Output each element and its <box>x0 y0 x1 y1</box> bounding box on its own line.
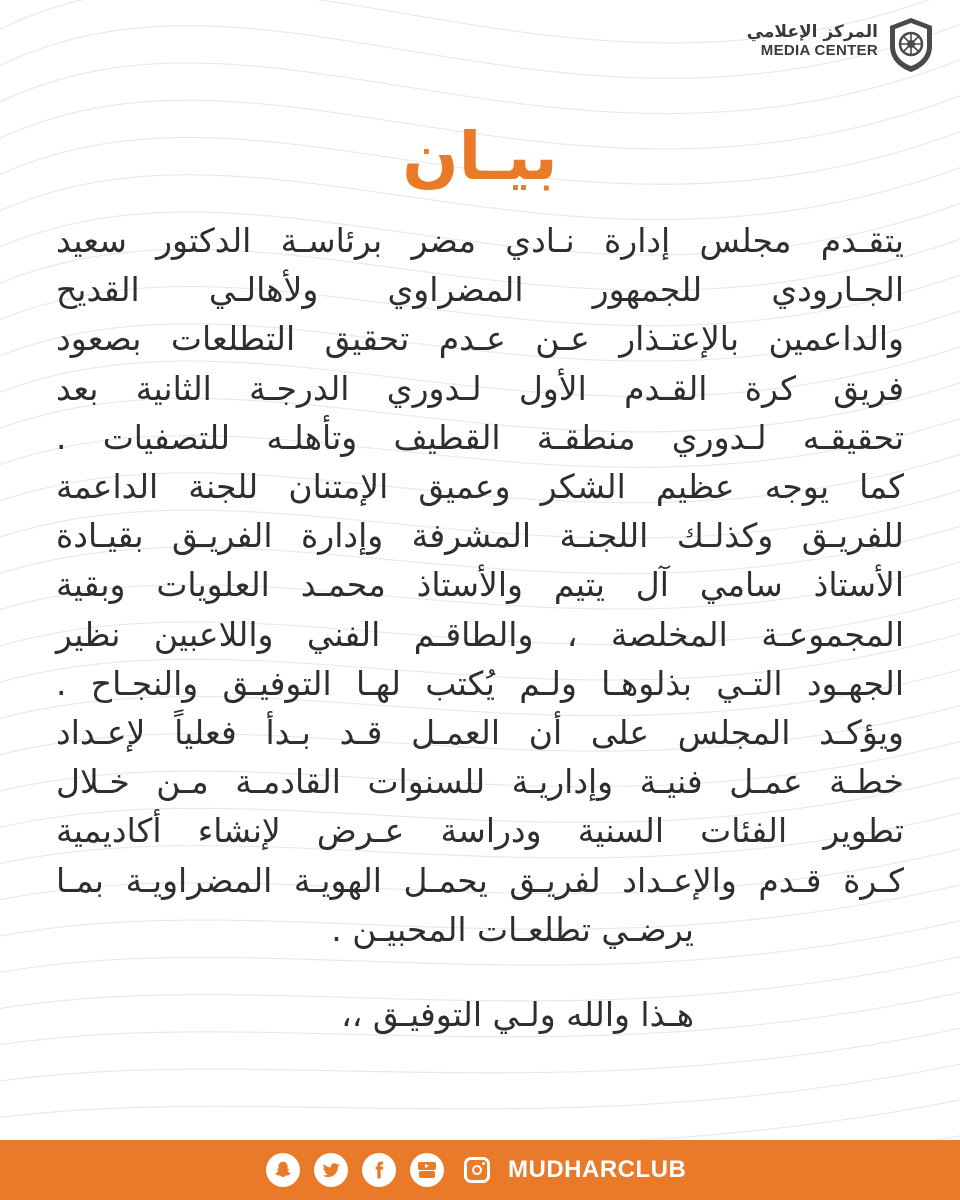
statement-title: بيـان <box>402 118 558 195</box>
logo-english-text: MEDIA CENTER <box>760 42 878 59</box>
body-line: ويؤكـد المجلس على أن العمـل قـد بـدأ فعلياً لإعـداد <box>56 713 904 753</box>
body-line: المجموعـة المخلصة ، والطاقـم الفني واللاعبين نظير <box>56 614 904 654</box>
body-line: الجـارودي للجمهور المضراوي ولأهالـي القديح <box>56 270 904 310</box>
body-line: يرضـي تطلعـات المحبيـن . <box>331 909 694 949</box>
logo-arabic-text: المركز الإعلامي <box>746 22 878 42</box>
body-line: يتقـدم مجلس إدارة نـادي مضر برئاسـة الدكتور سعيد <box>56 221 904 260</box>
body-line: الأستاذ سامي آل يتيم والأستاذ محمـد العلويات وبقية <box>56 565 904 605</box>
youtube-icon[interactable] <box>410 1153 444 1187</box>
body-line: والداعمين بالإعتـذار عـن عـدم تحقيق التطلعات بصعود <box>56 319 904 359</box>
club-crest-icon <box>886 16 936 74</box>
body-line: كما يوجه عظيم الشكر وعميق الإمتنان للجنة الداعمة <box>56 467 904 507</box>
body-line: تحقيقـه لـدوري منطقـة القطيف وتأهلـه للتصفيات . <box>56 417 904 457</box>
body-line: تطوير الفئات السنية ودراسة عـرض لإنشاء أكاديمية <box>56 811 904 851</box>
body-line: خطـة عمـل فنيـة وإداريـة للسنوات القادمـة مـن خـلال <box>56 762 904 802</box>
body-line: كـرة قـدم والإعـداد لفريـق يحمـل الهويـة المضراويـة بمـا <box>56 860 904 900</box>
footer-bar <box>0 1140 960 1200</box>
twitter-icon[interactable] <box>314 1153 348 1187</box>
logo-text <box>747 22 878 60</box>
facebook-icon[interactable] <box>362 1153 396 1187</box>
body-line: فريق كرة القـدم الأول لـدوري الدرجـة الثانية بعد <box>56 368 904 408</box>
closing-remark <box>56 990 904 1040</box>
statement-body <box>56 216 904 954</box>
instagram-icon[interactable] <box>464 1157 490 1183</box>
media-center-logo <box>676 14 936 74</box>
snapchat-icon[interactable] <box>266 1153 300 1187</box>
social-links <box>266 1140 686 1200</box>
closing-text: هـذا والله ولـي التوفيـق ،، <box>341 995 694 1034</box>
club-handle[interactable]: MUDHARCLUB <box>508 1156 687 1183</box>
body-line: الجهـود التـي بذلوهـا ولـم يُكتب لهـا التوفيـق والنجـاح . <box>56 663 904 703</box>
body-line: للفريـق وكذلـك اللجنـة المشرفة وإدارة الفريـق بقيـادة <box>56 516 904 556</box>
